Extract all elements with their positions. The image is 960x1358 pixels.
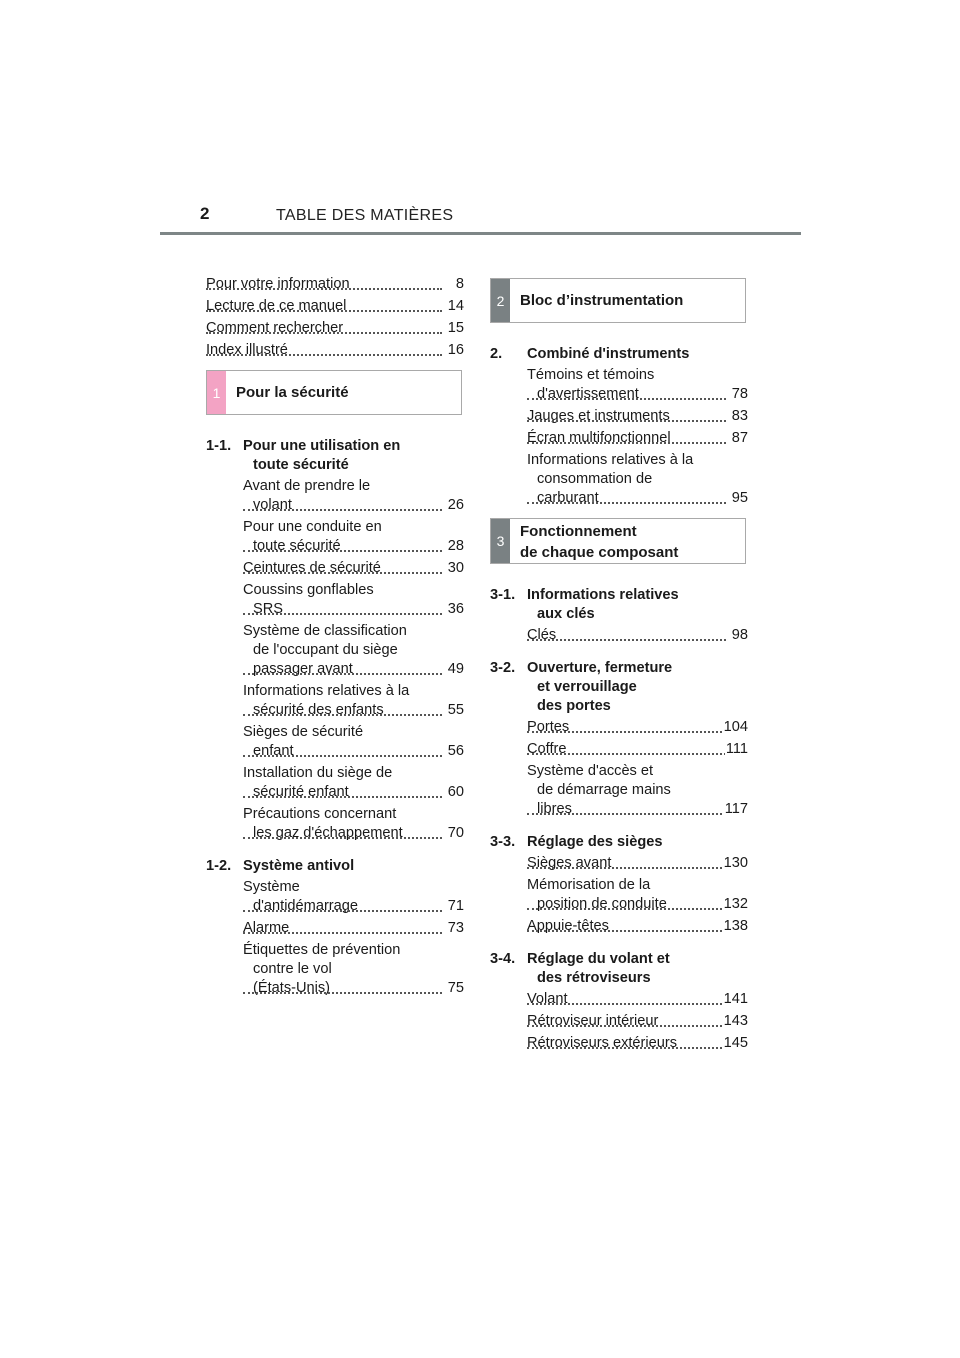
toc-entry-line: Système (243, 879, 300, 895)
toc-entry-text (527, 451, 748, 508)
section-title-line: Combiné d'instruments (527, 346, 690, 362)
toc-entry-text (206, 297, 464, 316)
section-heading (206, 857, 464, 876)
toc-entry[interactable] (243, 682, 464, 720)
toc-page-number: 30 (447, 560, 464, 576)
toc-entry-text (527, 407, 748, 426)
toc-entry[interactable] (243, 477, 464, 515)
toc-entry-line: position de conduite (537, 896, 667, 912)
leader-dots (243, 755, 442, 757)
section-heading (490, 659, 748, 716)
toc-page-number: 98 (731, 627, 748, 643)
toc-page-number: 71 (447, 898, 464, 914)
toc-entry-line: Écran multifonctionnel (527, 430, 671, 446)
toc-entry-text (243, 559, 464, 578)
toc-entry[interactable] (243, 941, 464, 998)
leader-dots (527, 753, 726, 755)
toc-entry-line: SRS (253, 601, 284, 617)
toc-entry-line: Système d'accès et (527, 763, 654, 779)
section-title (527, 586, 748, 624)
section-title (527, 659, 748, 716)
toc-entry[interactable] (527, 740, 748, 759)
leader-dots (527, 930, 726, 932)
chapter-title: Pour la sécurité (236, 384, 349, 401)
toc-entry-line: volant (253, 497, 292, 513)
toc-entry-line: de démarrage mains (537, 782, 671, 798)
toc-entry-text (206, 341, 464, 360)
toc-entry-line: carburant (537, 490, 599, 506)
toc-entry-line: Précautions concernant (243, 806, 397, 822)
toc-entry-text (527, 854, 748, 873)
toc-entry[interactable] (243, 559, 464, 578)
toc-entry-line: Sièges de sécurité (243, 724, 364, 740)
chapter-title (520, 521, 678, 565)
toc-entry-line: Installation du siège de (243, 765, 393, 781)
toc-entry-line: Témoins et témoins (527, 367, 655, 383)
leader-dots (243, 714, 442, 716)
chapter-title-line: de chaque composant (520, 544, 679, 561)
toc-page-number: 73 (447, 920, 464, 936)
toc-entry-text (243, 622, 464, 679)
toc-page-number: 111 (725, 741, 748, 757)
toc-entry-line: contre le vol (253, 961, 332, 977)
toc-entry-line: Système de classification (243, 623, 407, 639)
page-number: 2 (200, 204, 210, 223)
toc-page-number: 70 (447, 825, 464, 841)
toc-entry-line: d'avertissement (537, 386, 639, 402)
section-title-line: Pour une utilisation en (243, 438, 401, 454)
toc-page-number: 56 (447, 743, 464, 759)
leader-dots (527, 420, 726, 422)
toc-entry-line: enfant (253, 743, 294, 759)
toc-entry[interactable] (206, 319, 464, 338)
toc-entry-text (527, 626, 748, 645)
toc-entry[interactable] (527, 990, 748, 1009)
toc-page-number: 75 (447, 980, 464, 996)
toc-entry-line: Informations relatives à la (243, 683, 410, 699)
section-title (527, 345, 748, 364)
leader-dots (527, 502, 726, 504)
section-number: 3-1. (490, 587, 516, 603)
toc-entry-line: sécurité des enfants (253, 702, 384, 718)
toc-page-number: 95 (731, 490, 748, 506)
toc-entry-line: Portes (527, 719, 570, 735)
toc-page-number: 14 (447, 298, 464, 314)
section-number: 3-4. (490, 951, 516, 967)
toc-page-number: 26 (447, 497, 464, 513)
toc-page-number: 138 (723, 918, 748, 934)
leader-dots (527, 1047, 726, 1049)
toc-entry-line: Rétroviseur intérieur (527, 1013, 659, 1029)
leader-dots (527, 908, 726, 910)
toc-entry[interactable] (243, 805, 464, 843)
toc-entry-line: Coussins gonflables (243, 582, 374, 598)
chapter-tab: 2 (491, 279, 510, 322)
page-header (160, 200, 801, 235)
toc-page-number: 132 (723, 896, 748, 912)
leader-dots (243, 992, 442, 994)
toc-entry-line: d'antidémarrage (253, 898, 359, 914)
toc-entry-line: consommation de (537, 471, 653, 487)
section-title (243, 437, 464, 475)
toc-entry[interactable] (527, 876, 748, 914)
leader-dots (527, 813, 726, 815)
toc-entry-line: toute sécurité (253, 538, 341, 554)
toc-entry-line: Clés (527, 627, 557, 643)
toc-page-number: 145 (723, 1035, 748, 1051)
leader-dots (527, 398, 726, 400)
section-number: 1-1. (206, 438, 232, 454)
section-title (243, 857, 464, 876)
toc-entry-line: Appuie-têtes (527, 918, 609, 934)
section-title-line: Informations relatives (527, 587, 679, 603)
leader-dots (527, 1025, 726, 1027)
toc-page-number: 55 (447, 702, 464, 718)
section-title-line: Ouverture, fermeture (527, 660, 673, 676)
toc-page-number: 36 (447, 601, 464, 617)
toc-entry[interactable] (243, 764, 464, 802)
toc-entry-line: de l'occupant du siège (253, 642, 398, 658)
section-title-line: aux clés (537, 606, 595, 622)
chapter-tab: 3 (491, 519, 510, 563)
toc-entry[interactable] (206, 341, 464, 360)
toc-entry[interactable] (527, 1034, 748, 1053)
toc-entry-text (527, 1012, 748, 1031)
toc-entry-line: Volant (527, 991, 568, 1007)
toc-entry-line: Pour votre information (206, 276, 350, 292)
toc-entry-line: Avant de prendre le (243, 478, 371, 494)
section-title-line: Système antivol (243, 858, 355, 874)
section-title-line: et verrouillage (537, 679, 637, 695)
section-title-line: Réglage du volant et (527, 951, 670, 967)
toc-entry-line: libres (537, 801, 572, 817)
toc-page-number: 87 (731, 430, 748, 446)
toc-entry-text (527, 990, 748, 1009)
leader-dots (243, 932, 442, 934)
leader-dots (527, 731, 726, 733)
section-heading (490, 345, 748, 364)
section-heading (490, 586, 748, 624)
leader-dots (243, 673, 442, 675)
leader-dots (527, 1003, 726, 1005)
toc-entry-line: Index illustré (206, 342, 288, 358)
toc-entry-line: Lecture de ce manuel (206, 298, 347, 314)
toc-entry[interactable] (243, 581, 464, 619)
toc-entry[interactable] (527, 366, 748, 404)
toc-entry[interactable] (527, 762, 748, 819)
section-title-line: toute sécurité (253, 457, 349, 473)
toc-entry-line: Mémorisation de la (527, 877, 651, 893)
section-heading (206, 437, 464, 475)
chapter-box[interactable] (490, 518, 746, 564)
toc-left-column (206, 275, 464, 1001)
toc-page-number: 28 (447, 538, 464, 554)
section-number: 1-2. (206, 858, 232, 874)
toc-page-number: 143 (723, 1013, 748, 1029)
toc-entry-line: Alarme (243, 920, 290, 936)
toc-entry-text (527, 1034, 748, 1053)
toc-page-number: 8 (455, 276, 464, 292)
leader-dots (527, 867, 726, 869)
leader-dots (206, 288, 442, 290)
toc-entry-line: Jauges et instruments (527, 408, 670, 424)
leader-dots (243, 550, 442, 552)
section-title-line: des rétroviseurs (537, 970, 651, 986)
toc-entry-text (206, 275, 464, 294)
toc-page-number: 104 (723, 719, 748, 735)
toc-entry[interactable] (527, 407, 748, 426)
section-heading (490, 833, 748, 852)
toc-entry[interactable] (527, 1012, 748, 1031)
chapter-box[interactable] (206, 370, 462, 415)
leader-dots (243, 572, 442, 574)
toc-entry-line: Rétroviseurs extérieurs (527, 1035, 678, 1051)
toc-entry[interactable] (206, 297, 464, 316)
toc-entry-line: sécurité enfant (253, 784, 349, 800)
toc-entry[interactable] (527, 626, 748, 645)
toc-entry[interactable] (243, 878, 464, 916)
toc-page-number: 49 (447, 661, 464, 677)
toc-page-number: 117 (724, 801, 748, 817)
toc-entry-text (527, 429, 748, 448)
leader-dots (206, 332, 442, 334)
toc-entry[interactable] (243, 919, 464, 938)
toc-entry-line: Étiquettes de prévention (243, 942, 401, 958)
toc-entry[interactable] (527, 854, 748, 873)
toc-entry-text (243, 919, 464, 938)
toc-entry-line: Comment rechercher (206, 320, 344, 336)
toc-entry[interactable] (243, 518, 464, 556)
chapter-title-line: Fonctionnement (520, 523, 637, 540)
toc-entry-text (527, 740, 748, 759)
toc-entry-text (243, 941, 464, 998)
leader-dots (527, 639, 726, 641)
leader-dots (243, 509, 442, 511)
toc-entry[interactable] (527, 718, 748, 737)
toc-page-number: 60 (447, 784, 464, 800)
toc-right-column (490, 278, 748, 1056)
toc-entry-text (527, 917, 748, 936)
toc-entry-text (206, 319, 464, 338)
leader-dots (527, 442, 726, 444)
header-rule (160, 232, 801, 235)
section-title-line: Réglage des sièges (527, 834, 663, 850)
chapter-title: Bloc d’instrumentation (520, 292, 684, 309)
leader-dots (206, 354, 442, 356)
toc-page-number: 130 (723, 855, 748, 871)
toc-page-number: 83 (731, 408, 748, 424)
toc-entry-text (527, 718, 748, 737)
toc-entry-text (527, 762, 748, 819)
section-title-line: des portes (537, 698, 611, 714)
section-title (527, 833, 748, 852)
section-number: 3-3. (490, 834, 516, 850)
toc-page-number: 15 (447, 320, 464, 336)
leader-dots (243, 613, 442, 615)
toc-entry-line: Informations relatives à la (527, 452, 694, 468)
toc-entry-line: les gaz d'échappement (253, 825, 403, 841)
leader-dots (243, 910, 442, 912)
toc-entry[interactable] (527, 451, 748, 508)
chapter-box[interactable] (490, 278, 746, 323)
section-heading (490, 950, 748, 988)
toc-entry[interactable] (527, 429, 748, 448)
toc-entry-line: (États-Unis) (253, 980, 331, 996)
toc-entry[interactable] (243, 622, 464, 679)
toc-entry-line: Coffre (527, 741, 567, 757)
section-number: 3-2. (490, 660, 516, 676)
section-title (527, 950, 748, 988)
toc-entry[interactable] (243, 723, 464, 761)
toc-entry[interactable] (206, 275, 464, 294)
toc-page-number: 16 (447, 342, 464, 358)
toc-entry-line: passager avant (253, 661, 353, 677)
page-title: TABLE DES MATIÈRES (276, 207, 454, 224)
leader-dots (206, 310, 442, 312)
toc-page-number: 78 (731, 386, 748, 402)
leader-dots (243, 796, 442, 798)
section-number: 2. (490, 346, 503, 362)
toc-entry-line: Sièges avant (527, 855, 612, 871)
leader-dots (243, 837, 442, 839)
toc-entry-line: Pour une conduite en (243, 519, 382, 535)
chapter-tab: 1 (207, 371, 226, 414)
toc-entry-line: Ceintures de sécurité (243, 560, 381, 576)
toc-page-number: 141 (723, 991, 748, 1007)
toc-entry[interactable] (527, 917, 748, 936)
